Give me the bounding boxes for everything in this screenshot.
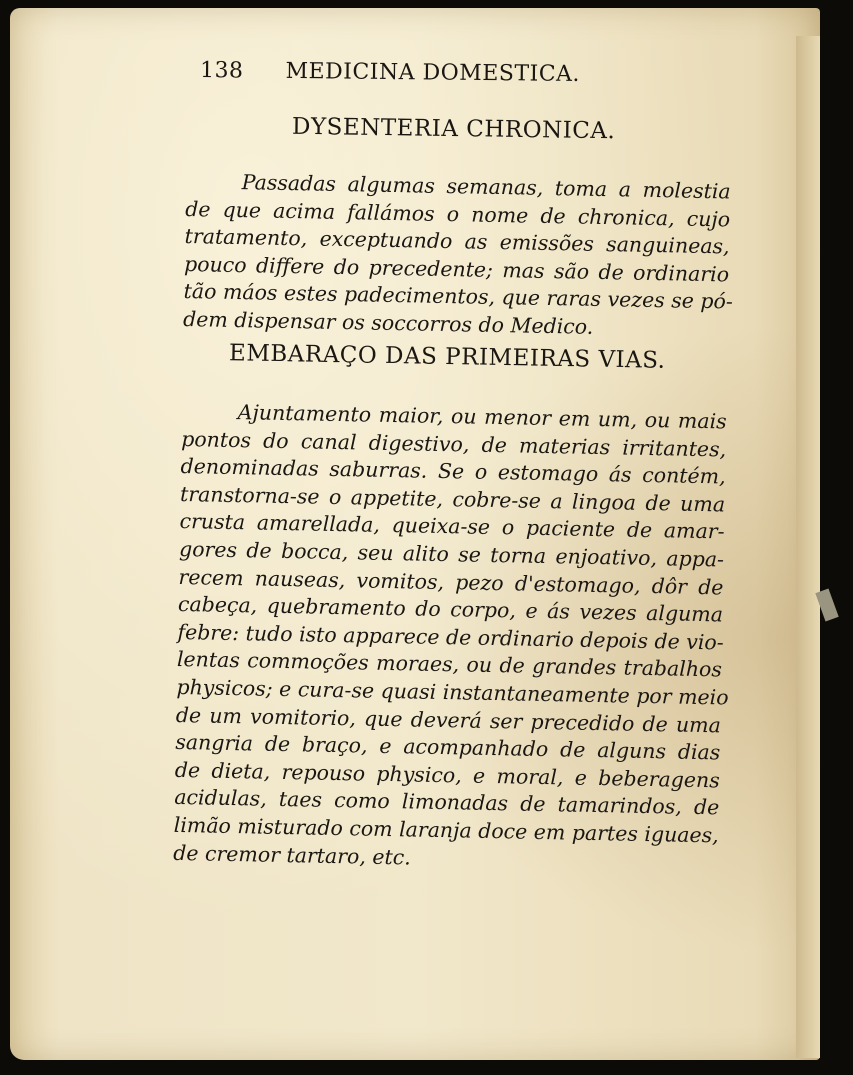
text-line: tão máos estes padecimentos, que raras vezes se pó- xyxy=(183,279,734,314)
text-line: sangria de braço, e acompanhado de alguns dias xyxy=(175,730,721,765)
book-title: MEDICINA DOMESTICA. xyxy=(285,58,581,87)
text-line: lentas commoções moraes, ou de grandes trabalhos xyxy=(176,647,723,682)
paragraph-dysenteria xyxy=(182,168,734,344)
text-line: physicos; e cura-se quasi instantaneamente por meio xyxy=(176,674,729,710)
text-line: crusta amarellada, queixa-se o paciente de amar- xyxy=(179,509,725,544)
text-line: acidulas, taes como limonadas de tamarindos, de xyxy=(174,785,720,820)
text-line: cabeça, quebramento do corpo, e ás vezes alguma xyxy=(177,592,724,627)
text-line: de que acima fallámos o nome de chronica, cujo xyxy=(184,196,731,232)
text-line: limão misturado com laranja doce em partes iguaes, xyxy=(173,812,719,848)
text-line: febre: tudo isto apparece de ordinario depois de vio- xyxy=(177,619,724,655)
page-number: 138 xyxy=(199,58,244,84)
paragraph-embaraco xyxy=(173,398,727,877)
text-line: de cremor tartaro, etc. xyxy=(173,840,412,869)
section-heading-embaraco: EMBARAÇO DAS PRIMEIRAS VIAS. xyxy=(228,340,666,374)
text-line: denominadas saburras. Se o estomago ás contém, xyxy=(180,454,726,489)
text-line: Passadas algumas semanas, toma a molestia xyxy=(241,170,731,204)
text-line: de um vomitorio, que deverá ser precedido de uma xyxy=(175,702,722,737)
text-line: pouco differe do precedente; mas são de ordinario xyxy=(183,251,730,287)
text-line: Ajuntamento maior, ou menor em um, ou mais xyxy=(237,400,727,434)
text-line: dem dispensar os soccorros do Medico. xyxy=(182,306,594,339)
text-line: tratamento, exceptuando as emissões sanguineas, xyxy=(184,224,730,259)
text-line: transtorna-se o appetite, cobre-se a lingoa de uma xyxy=(179,481,726,517)
text-line: recem nauseas, vomitos, pezo d'estomago, dôr de xyxy=(178,564,724,599)
text-line: de dieta, repouso physico, e moral, e beberagens xyxy=(174,757,720,793)
section-heading-dysenteria: DYSENTERIA CHRONICA. xyxy=(291,113,616,145)
text-line: pontos do canal digestivo, de materias irritantes, xyxy=(180,426,727,462)
page-edge-shadow xyxy=(796,36,820,1058)
running-head xyxy=(200,58,580,87)
text-line: gores de bocca, seu alito se torna enjoativo, appa- xyxy=(178,536,725,572)
